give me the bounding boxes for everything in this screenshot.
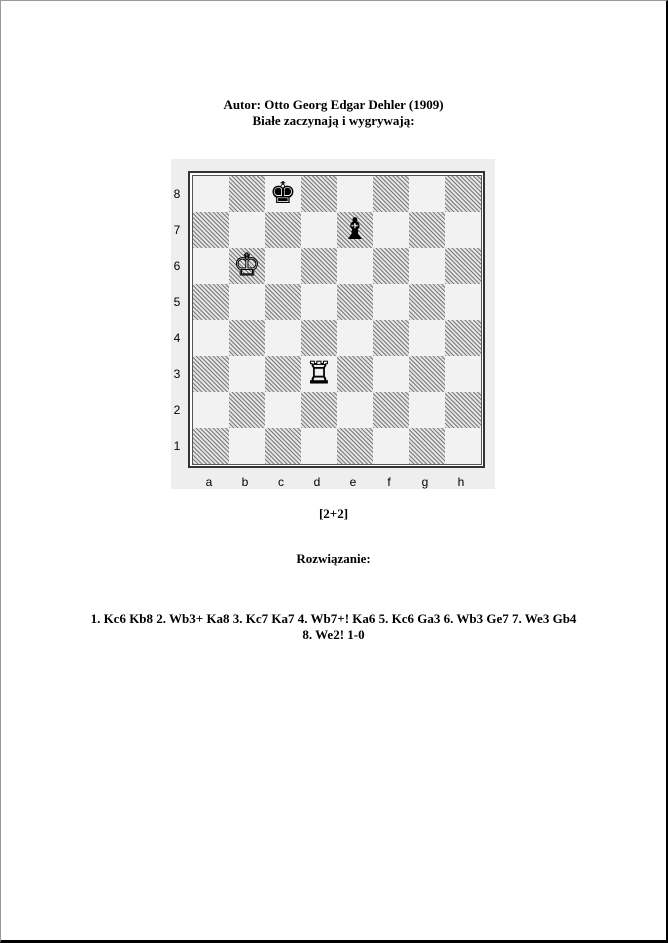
file-label: f xyxy=(387,475,391,489)
piece-count: [2+2] xyxy=(318,506,349,521)
square-h3 xyxy=(445,356,481,392)
square-f7 xyxy=(373,212,409,248)
square-f5 xyxy=(373,284,409,320)
solution-heading: Rozwiązanie: xyxy=(296,551,371,566)
square-a2 xyxy=(193,392,229,428)
rank-label: 8 xyxy=(173,187,181,201)
solution-line-2: 8. We2! 1-0 xyxy=(302,627,365,642)
square-b3 xyxy=(229,356,265,392)
square-f4 xyxy=(373,320,409,356)
square-a7 xyxy=(193,212,229,248)
chess-diagram xyxy=(171,159,495,489)
square-h8 xyxy=(445,176,481,212)
square-c2 xyxy=(265,392,301,428)
square-g6 xyxy=(409,248,445,284)
rank-label: 3 xyxy=(173,367,181,381)
square-b7 xyxy=(229,212,265,248)
file-label: c xyxy=(278,475,284,489)
rank-label: 7 xyxy=(173,223,181,237)
square-d6 xyxy=(301,248,337,284)
square-g2 xyxy=(409,392,445,428)
black-bishop-icon: ♝ xyxy=(341,212,369,247)
rank-label: 4 xyxy=(173,331,181,345)
square-a1 xyxy=(193,428,229,464)
chess-board xyxy=(193,176,481,464)
square-h1 xyxy=(445,428,481,464)
problem-header xyxy=(1,97,666,129)
file-label: d xyxy=(313,475,321,489)
square-g1 xyxy=(409,428,445,464)
square-h2 xyxy=(445,392,481,428)
square-c1 xyxy=(265,428,301,464)
square-d5 xyxy=(301,284,337,320)
square-c7 xyxy=(265,212,301,248)
square-f1 xyxy=(373,428,409,464)
square-d7 xyxy=(301,212,337,248)
square-d1 xyxy=(301,428,337,464)
square-b6 xyxy=(229,248,265,284)
square-a4 xyxy=(193,320,229,356)
square-g4 xyxy=(409,320,445,356)
square-h4 xyxy=(445,320,481,356)
file-label: h xyxy=(457,475,465,489)
square-f6 xyxy=(373,248,409,284)
square-c6 xyxy=(265,248,301,284)
square-g3 xyxy=(409,356,445,392)
solution-text xyxy=(1,611,666,643)
rank-label: 5 xyxy=(173,295,181,309)
file-label: e xyxy=(349,475,357,489)
square-a5 xyxy=(193,284,229,320)
file-label: g xyxy=(421,475,429,489)
solution-line-1: 1. Kc6 Kb8 2. Wb3+ Ka8 3. Kc7 Ka7 4. Wb7+! Ka6 5. Kc6 Ga3 6. Wb3 Ge7 7. We3 Gb4 xyxy=(90,611,577,626)
square-b2 xyxy=(229,392,265,428)
rank-label: 1 xyxy=(173,439,181,453)
square-h7 xyxy=(445,212,481,248)
square-e5 xyxy=(337,284,373,320)
task-line: Białe zaczynają i wygrywają: xyxy=(252,113,415,128)
square-h5 xyxy=(445,284,481,320)
square-e2 xyxy=(337,392,373,428)
square-a3 xyxy=(193,356,229,392)
board-frame xyxy=(188,171,485,468)
square-f3 xyxy=(373,356,409,392)
square-f8 xyxy=(373,176,409,212)
rank-label: 6 xyxy=(173,259,181,273)
square-c4 xyxy=(265,320,301,356)
square-d3 xyxy=(301,356,337,392)
square-e7 xyxy=(337,212,373,248)
file-label: b xyxy=(241,475,249,489)
square-b5 xyxy=(229,284,265,320)
square-e8 xyxy=(337,176,373,212)
white-rook-icon: ♖ xyxy=(305,356,333,391)
square-h6 xyxy=(445,248,481,284)
square-f2 xyxy=(373,392,409,428)
black-king-icon: ♚ xyxy=(269,176,297,211)
author-line: Autor: Otto Georg Edgar Dehler (1909) xyxy=(223,97,444,112)
square-d4 xyxy=(301,320,337,356)
square-d2 xyxy=(301,392,337,428)
rank-label: 2 xyxy=(173,403,181,417)
square-e1 xyxy=(337,428,373,464)
white-king-icon: ♔ xyxy=(233,248,261,283)
square-a6 xyxy=(193,248,229,284)
square-d8 xyxy=(301,176,337,212)
square-c3 xyxy=(265,356,301,392)
square-b8 xyxy=(229,176,265,212)
square-b1 xyxy=(229,428,265,464)
square-g5 xyxy=(409,284,445,320)
square-e4 xyxy=(337,320,373,356)
square-g8 xyxy=(409,176,445,212)
square-a8 xyxy=(193,176,229,212)
square-e6 xyxy=(337,248,373,284)
file-label: a xyxy=(205,475,213,489)
square-g7 xyxy=(409,212,445,248)
square-b4 xyxy=(229,320,265,356)
square-c5 xyxy=(265,284,301,320)
square-e3 xyxy=(337,356,373,392)
square-c8 xyxy=(265,176,301,212)
